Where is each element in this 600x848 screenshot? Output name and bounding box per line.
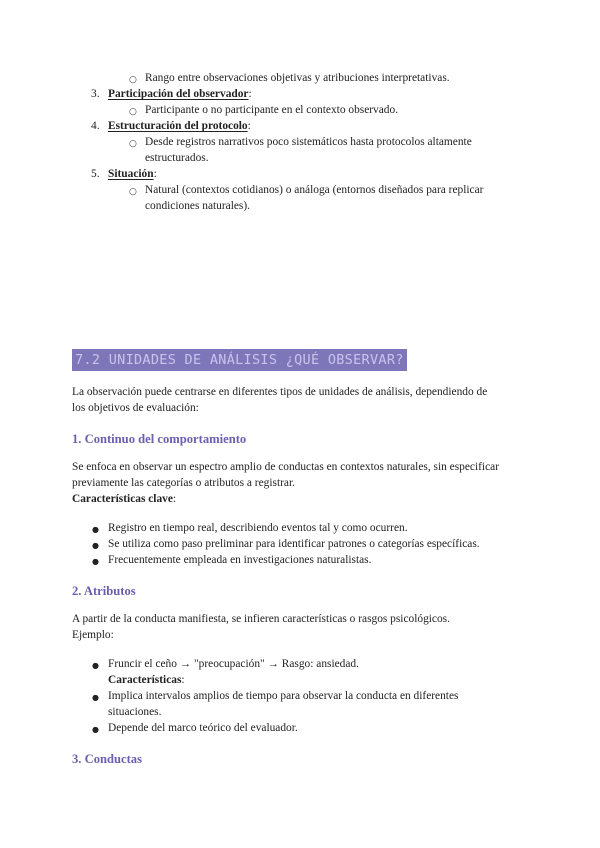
bullet-icon: ●: [92, 693, 99, 702]
bullet-icon: ●: [92, 541, 99, 550]
section-heading: 1. Continuo del comportamiento: [72, 432, 247, 446]
colon: :: [181, 674, 185, 686]
paragraph-line: los objetivos de evaluación:: [72, 402, 199, 414]
bullet-item: Depende del marco teórico del evaluador.: [108, 722, 298, 734]
sub-item: Rango entre observaciones objetivas y atribuciones interpretativas.: [145, 72, 450, 84]
circle-bullet-icon: ○: [129, 107, 137, 117]
example-item: Fruncir el ceño → "preocupación" → Rasgo: ansiedad.: [108, 658, 359, 670]
list-number: 4.: [91, 120, 100, 132]
paragraph-line: Se enfoca en observar un espectro amplio de conductas en contextos naturales, sin especificar: [72, 461, 499, 473]
section-heading: 2. Atributos: [72, 584, 136, 598]
paragraph-line: previamente las categorías o atributos a registrar.: [72, 477, 295, 489]
circle-bullet-icon: ○: [129, 75, 137, 85]
bullet-item: Registro en tiempo real, describiendo eventos tal y como ocurren.: [108, 522, 408, 534]
colon: :: [153, 168, 157, 180]
bullet-item: Frecuentemente empleada en investigaciones naturalistas.: [108, 554, 372, 566]
colon: :: [248, 88, 252, 100]
item-title-text: Participación del observador: [108, 88, 249, 100]
list-number: 5.: [91, 168, 100, 180]
features-label: [72, 493, 176, 505]
list-item-title: [108, 88, 252, 100]
bullet-item: Implica intervalos amplios de tiempo para observar la conducta en diferentes: [108, 690, 459, 702]
sub-item: Desde registros narrativos poco sistemáticos hasta protocolos altamente: [145, 136, 472, 148]
bullet-item-continuation: situaciones.: [108, 706, 162, 718]
sub-item: Participante o no participante en el contexto observado.: [145, 104, 399, 116]
list-item-title: [108, 168, 157, 180]
list-item-title: [108, 120, 251, 132]
item-title-text: Estructuración del protocolo: [108, 120, 248, 132]
bullet-icon: ●: [92, 661, 99, 670]
features-label: [108, 674, 185, 686]
features-label-text: Características: [108, 674, 182, 686]
section-heading: 3. Conductas: [72, 752, 142, 766]
bullet-icon: ●: [92, 525, 99, 534]
paragraph-line: Ejemplo:: [72, 629, 114, 641]
sub-item-continuation: estructurados.: [145, 152, 209, 164]
sub-item: Natural (contextos cotidianos) o análoga (entornos diseñados para replicar: [145, 184, 484, 196]
paragraph-line: La observación puede centrarse en diferentes tipos de unidades de análisis, dependiendo de: [72, 386, 488, 398]
colon: :: [172, 493, 177, 505]
bullet-icon: ●: [92, 557, 99, 566]
sub-item-continuation: condiciones naturales).: [145, 200, 251, 212]
features-label-text: Características clave: [72, 493, 173, 505]
item-title-text: Situación: [108, 168, 154, 180]
bullet-item: Se utiliza como paso preliminar para identificar patrones o categorías específicas.: [108, 538, 480, 550]
circle-bullet-icon: ○: [129, 187, 137, 197]
bullet-icon: ●: [92, 725, 99, 734]
list-number: 3.: [91, 88, 100, 100]
circle-bullet-icon: ○: [129, 139, 137, 149]
colon: :: [247, 120, 251, 132]
paragraph-line: A partir de la conducta manifiesta, se infieren características o rasgos psicológicos.: [72, 613, 450, 625]
section-banner: 7.2 UNIDADES DE ANÁLISIS ¿QUÉ OBSERVAR?: [72, 349, 407, 371]
